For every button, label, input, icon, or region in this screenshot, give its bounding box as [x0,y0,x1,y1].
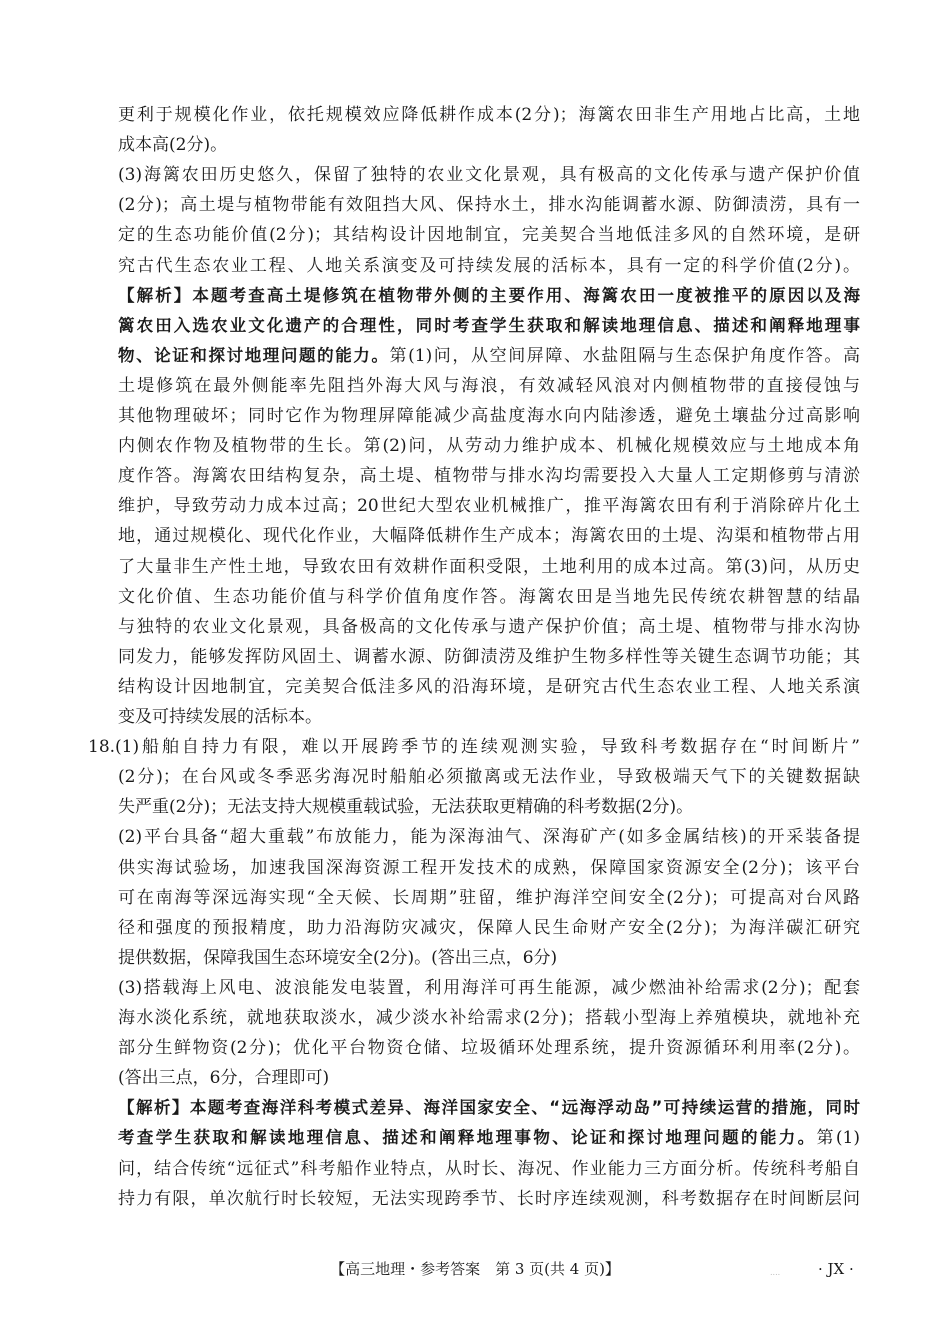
text-line [118,762,860,792]
text-line [118,642,860,672]
bold-analysis-text: 考查学生获取和解读地理信息、描述和阐释地理事物、论证和探讨地理问题的能力。 [118,1128,817,1148]
footer-dots: .... [770,1268,781,1277]
text-line [118,582,860,612]
line-text: 内侧农作物及植物带的生长。第(2)问，从劳动力维护成本、机械化规模效应与土地成本角 [118,436,860,457]
line-text: 结构设计因地制宜，完美契合低洼多风的沿海环境，是研究古代生态农业工程、人地关系演 [118,676,860,697]
line-text: (答出三点，6分，合理即可) [118,1068,330,1089]
text-line [118,521,860,551]
text-line [118,672,860,702]
text-line [118,251,860,281]
text-line [118,552,860,582]
line-text: (2分)；在台风或冬季恶劣海况时船舶必须撤离或无法作业，导致极端天气下的关键数据缺 [118,767,860,788]
text-line [118,913,860,943]
text-line [118,190,860,220]
line-text: 18.(1)船舶自持力有限，难以开展跨季节的连续观测实验，导致科考数据存在“时间断片” [88,737,860,758]
text-line [118,973,860,1003]
text-line [118,1184,860,1214]
text-line [118,311,860,341]
text-line [118,491,860,521]
line-text: (2分)；高土堤与植物带能有效阻挡大风、保持水土，排水沟能调蓄水源、防御渍涝，具有一 [118,195,860,216]
page-footer [0,1256,950,1282]
text-line [118,461,860,491]
text-line [118,853,860,883]
line-text: 了大量非生产性土地，导致农田有效耕作面积受限，土地利用的成本过高。第(3)问，从历史 [118,556,860,577]
line-text: 更利于规模化作业，依托规模效应降低耕作成本(2分)；海篱农田非生产用地占比高，土地 [118,105,860,125]
text-line [118,1123,860,1153]
line-text: 问，结合传统“远征式”科考船作业特点，从时长、海况、作业能力三方面分析。传统科考船自 [118,1158,860,1179]
line-text: 持力有限，单次航行时长较短，无法实现跨季节、长时序连续观测，科考数据存在时间断层问 [118,1188,860,1209]
line-text: 失严重(2分)；无法支持大规模重载试验，无法获取更精确的科考数据(2分)。 [118,797,694,818]
text-line [118,371,860,401]
text-line [118,281,860,311]
line-text: 第(1)问，从空间屏障、水盐阻隔与生态保护角度作答。高 [389,345,860,366]
line-text: 提供数据，保障我国生态环境安全(2分)。(答出三点，6分) [118,947,558,968]
line-text: 同发力，能够发挥防风固土、调蓄水源、防御渍涝及维护生物多样性等关键生态调节功能；其 [118,646,860,667]
line-text: 第(1) [816,1128,860,1149]
line-text: 供实海试验场，加速我国深海资源工程开发技术的成熟，保障国家资源安全(2分)；该平台 [118,857,860,878]
line-text: 其他物理破坏；同时它作为物理屏障能减少高盐度海水向内陆渗透，避免土壤盐分过高影响 [118,406,860,426]
text-line [118,431,860,461]
text-line [118,341,860,371]
line-text: 文化价值、生态功能价值与科学价值角度作答。海篱农田是当地先民传统农耕智慧的结晶 [118,586,860,607]
bold-analysis-text: 【解析】本题考查高土堤修筑在植物带外侧的主要作用、海篱农田一度被推平的原因以及海 [118,285,860,305]
text-line [118,1093,860,1123]
line-text: 定的生态功能价值(2分)；其结构设计因地制宜，完美契合当地低洼多风的自然环境，是研 [118,225,860,246]
text-line [118,943,860,973]
footer-region-code: · JX · [818,1260,854,1278]
text-line [118,822,860,852]
text-line [118,702,860,732]
text-line [118,1033,860,1063]
line-text: 土堤修筑在最外侧能率先阻挡外海大风与海浪，有效减轻风浪对内侧植物带的直接侵蚀与 [118,375,860,396]
line-text: (3)海篱农田历史悠久，保留了独特的农业文化景观，具有极高的文化传承与遗产保护价值 [118,165,860,186]
text-line [118,792,860,822]
text-line [118,401,860,431]
text-line [118,160,860,190]
text-line [118,883,860,913]
text-line [118,1003,860,1033]
text-line [118,100,860,130]
text-line [118,1154,860,1184]
footer-page-label: 【高三地理・参考答案 第 3 页(共 4 页)】 [330,1260,620,1278]
line-text: 究古代生态农业工程、人地关系演变及可持续发展的活标本，具有一定的科学价值(2分)。 [118,255,860,276]
line-text: (3)搭载海上风电、波浪能发电装置，利用海洋可再生能源，减少燃油补给需求(2分)；配套 [118,977,860,998]
line-text: 度作答。海篱农田结构复杂，高土堤、植物带与排水沟均需要投入大量人工定期修剪与清淤 [118,466,860,487]
text-line [118,130,860,160]
line-text: (2)平台具备“超大重载”布放能力，能为深海油气、深海矿产(如多金属结核)的开采装备提 [118,827,860,848]
text-line [118,1063,860,1093]
text-line [88,732,860,762]
bold-analysis-text: 物、论证和探讨地理问题的能力。 [118,345,390,365]
line-text: 成本高(2分)。 [118,135,228,156]
line-text: 可在南海等深远海实现“全天候、长周期”驻留，维护海洋空间安全(2分)；可提高对台风路 [118,887,860,908]
bold-analysis-text: 【解析】本题考查海洋科考模式差异、海洋国家安全、“远海浮动岛”可持续运营的措施，同时 [118,1098,860,1118]
text-line [118,220,860,250]
bold-analysis-text: 篱农田入选农业文化遗产的合理性，同时考查学生获取和解读地理信息、描述和阐释地理事 [118,315,860,335]
line-text: 变及可持续发展的活标本。 [118,707,322,727]
line-text: 维护，导致劳动力成本过高；20世纪大型农业机械推广，推平海篱农田有利于消除碎片化土 [118,496,860,517]
line-text: 径和强度的预报精度，助力沿海防灾减灾，保障人民生命财产安全(2分)；为海洋碳汇研究 [118,917,860,938]
line-text: 与独特的农业文化景观，具备极高的文化传承与遗产保护价值；高土堤、植物带与排水沟协 [118,616,860,637]
text-line [118,612,860,642]
line-text: 地，通过规模化、现代化作业，大幅降低耕作生产成本；海篱农田的土堤、沟渠和植物带占用 [118,526,860,547]
line-text: 海水淡化系统，就地获取淡水，减少淡水补给需求(2分)；搭载小型海上养殖模块，就地补充 [118,1008,860,1028]
line-text: 部分生鲜物资(2分)；优化平台物资仓储、垃圾循环处理系统，提升资源循环利用率(2分)。 [118,1038,860,1059]
